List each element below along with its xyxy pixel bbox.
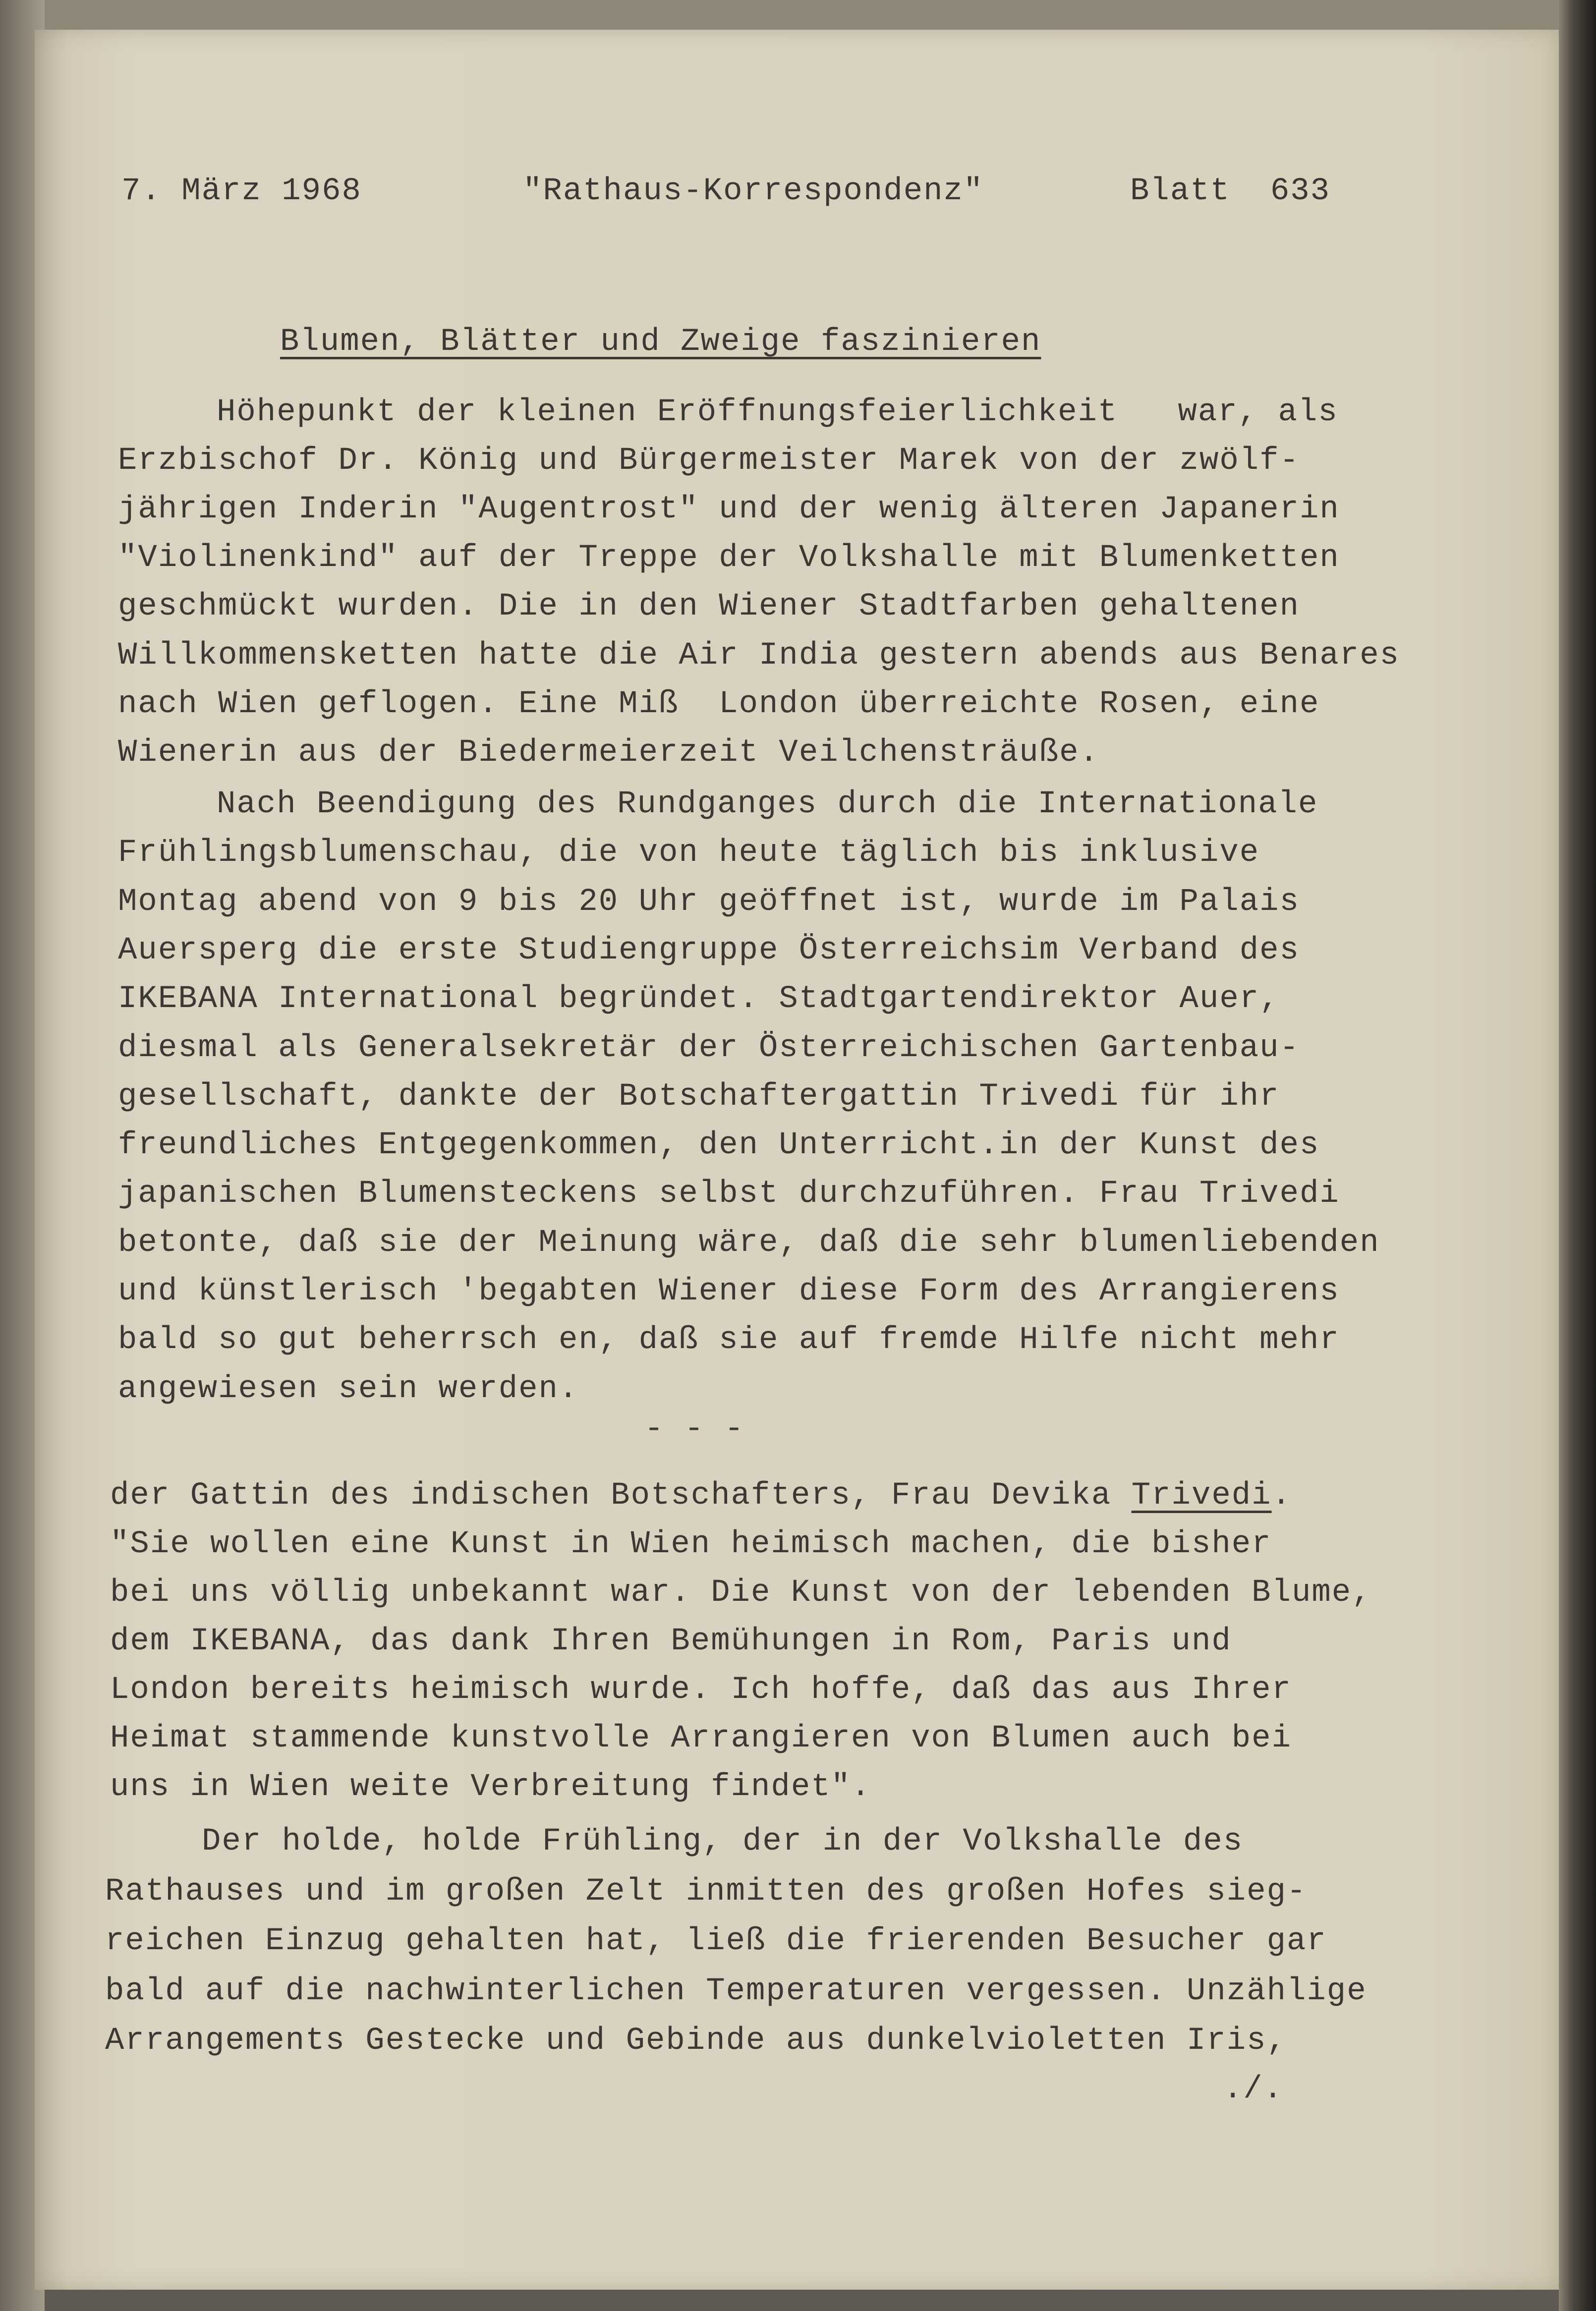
line-text: Heimat stammende kunstvolle Arrangieren von Blumen auch bei: [110, 1721, 1292, 1756]
line-punctuation: .: [1271, 1478, 1292, 1514]
line-text: nach Wien geflogen. Eine Miß London überreichte Rosen, eine: [118, 686, 1320, 722]
line-text: Arrangements Gestecke und Gebinde aus dunkelvioletten Iris,: [105, 2023, 1287, 2059]
continuation-mark: ./.: [1223, 2072, 1284, 2107]
paragraph-1-line: [118, 733, 1099, 773]
line-text: Erzbischof Dr. König und Bürgermeister Marek von der zwölf-: [118, 443, 1300, 479]
paragraph-4-line: [105, 1972, 1367, 2011]
line-text: jährigen Inderin "Augentrost" und der wenig älteren Japanerin: [118, 492, 1340, 527]
paragraph-4-line: [105, 1921, 1327, 1961]
paragraph-2-line: [118, 979, 1280, 1019]
line-text: reichen Einzug gehalten hat, ließ die frierenden Besucher gar: [105, 1923, 1327, 1959]
line-text: der Gattin des indischen Botschafters, Frau Devika: [110, 1478, 1132, 1514]
paragraph-2-line: [118, 1272, 1340, 1311]
paragraph-3-line: [110, 1767, 871, 1807]
header-date: 7. März 1968: [121, 173, 362, 209]
paragraph-2-line: [118, 1126, 1319, 1165]
line-text: bald auf die nachwinterlichen Temperaturen vergessen. Unzählige: [105, 1973, 1367, 2009]
header-sheet-number: Blatt 633: [1130, 173, 1331, 209]
line-text: freundliches Entgegenkommen, den Unterricht.in der Kunst des: [118, 1127, 1320, 1163]
paragraph-1-line: [118, 636, 1400, 676]
paragraph-3-line: [110, 1524, 1272, 1564]
article-title: Blumen, Blätter und Zweige faszinieren: [280, 324, 1041, 360]
section-separator: - - -: [644, 1411, 745, 1447]
paragraph-2-line: [217, 785, 1318, 824]
paragraph-2-line: [118, 833, 1259, 873]
underlined-name: Trivedi: [1131, 1478, 1272, 1514]
paragraph-2-line: [118, 1077, 1280, 1117]
line-text: und künstlerisch 'begabten Wiener diese Form des Arrangierens: [118, 1274, 1340, 1309]
line-text: Auersperg die erste Studiengruppe Österreichsim Verband des: [118, 933, 1300, 968]
paragraph-3-line: [110, 1476, 1292, 1516]
paragraph-1-line: [118, 441, 1300, 481]
line-text: Rathauses und im großen Zelt inmitten des großen Hofes sieg-: [105, 1874, 1307, 1910]
line-text: betonte, daß sie der Meinung wäre, daß die sehr blumenliebenden: [118, 1225, 1380, 1261]
paragraph-4-line: [105, 2021, 1287, 2061]
line-text: japanischen Blumensteckens selbst durchzuführen. Frau Trivedi: [118, 1176, 1340, 1212]
line-text: IKEBANA International begründet. Stadtgartendirektor Auer,: [118, 981, 1280, 1017]
paragraph-3-line: [110, 1719, 1292, 1758]
paragraph-2-line: [118, 1320, 1340, 1360]
paragraph-1-line: [118, 538, 1340, 578]
line-text: Frühlingsblumenschau, die von heute täglich bis inklusive: [118, 835, 1260, 871]
paragraph-2-line: [118, 931, 1300, 970]
line-text: Nach Beendigung des Rundganges durch die Internationale: [217, 787, 1318, 822]
line-text: geschmückt wurden. Die in den Wiener Stadtfarben gehaltenen: [118, 589, 1300, 624]
paragraph-3-line: [110, 1622, 1232, 1661]
paragraph-2-line: [118, 882, 1300, 922]
paragraph-1-line: [217, 393, 1338, 432]
line-text: Der holde, holde Frühling, der in der Volkshalle des: [202, 1824, 1244, 1860]
paragraph-4-line: [105, 1872, 1307, 1912]
paragraph-2-line: [118, 1223, 1380, 1263]
paragraph-2-line: [118, 1174, 1340, 1214]
line-text: gesellschaft, dankte der Botschaftergattin Trivedi für ihr: [118, 1079, 1280, 1115]
line-text: Willkommensketten hatte die Air India gestern abends aus Benares: [118, 638, 1400, 674]
line-text: London bereits heimisch wurde. Ich hoffe, daß das aus Ihrer: [110, 1672, 1292, 1708]
line-text: angewiesen sein werden.: [118, 1371, 579, 1407]
paragraph-4-line: [202, 1822, 1243, 1861]
line-text: Montag abend von 9 bis 20 Uhr geöffnet ist, wurde im Palais: [118, 884, 1300, 920]
line-text: diesmal als Generalsekretär der Österreichischen Gartenbau-: [118, 1030, 1300, 1066]
line-text: "Sie wollen eine Kunst in Wien heimisch machen, die bisher: [110, 1526, 1272, 1562]
line-text: uns in Wien weite Verbreitung findet".: [110, 1769, 871, 1805]
line-text: bei uns völlig unbekannt war. Die Kunst von der lebenden Blume,: [110, 1575, 1372, 1611]
paragraph-1-line: [118, 684, 1319, 724]
paragraph-2-line: [118, 1369, 578, 1409]
line-text: Wienerin aus der Biedermeierzeit Veilchensträuße.: [118, 735, 1099, 771]
line-text: dem IKEBANA, das dank Ihren Bemühungen in Rom, Paris und: [110, 1624, 1232, 1659]
paragraph-1-line: [118, 587, 1300, 626]
paragraph-3-line: [110, 1573, 1372, 1613]
paragraph-3-line: [110, 1670, 1292, 1710]
paragraph-2-line: [118, 1028, 1300, 1068]
scan-background-top: [0, 0, 1596, 30]
header-publication: "Rathaus-Korrespondenz": [523, 173, 984, 209]
paragraph-1-line: [118, 490, 1340, 529]
line-text: "Violinenkind" auf der Treppe der Volkshalle mit Blumenketten: [118, 540, 1340, 576]
scan-background-right: [1559, 0, 1596, 2311]
line-text: Höhepunkt der kleinen Eröffnungsfeierlichkeit war, als: [217, 395, 1338, 430]
line-text: bald so gut beherrsch en, daß sie auf fremde Hilfe nicht mehr: [118, 1322, 1340, 1358]
